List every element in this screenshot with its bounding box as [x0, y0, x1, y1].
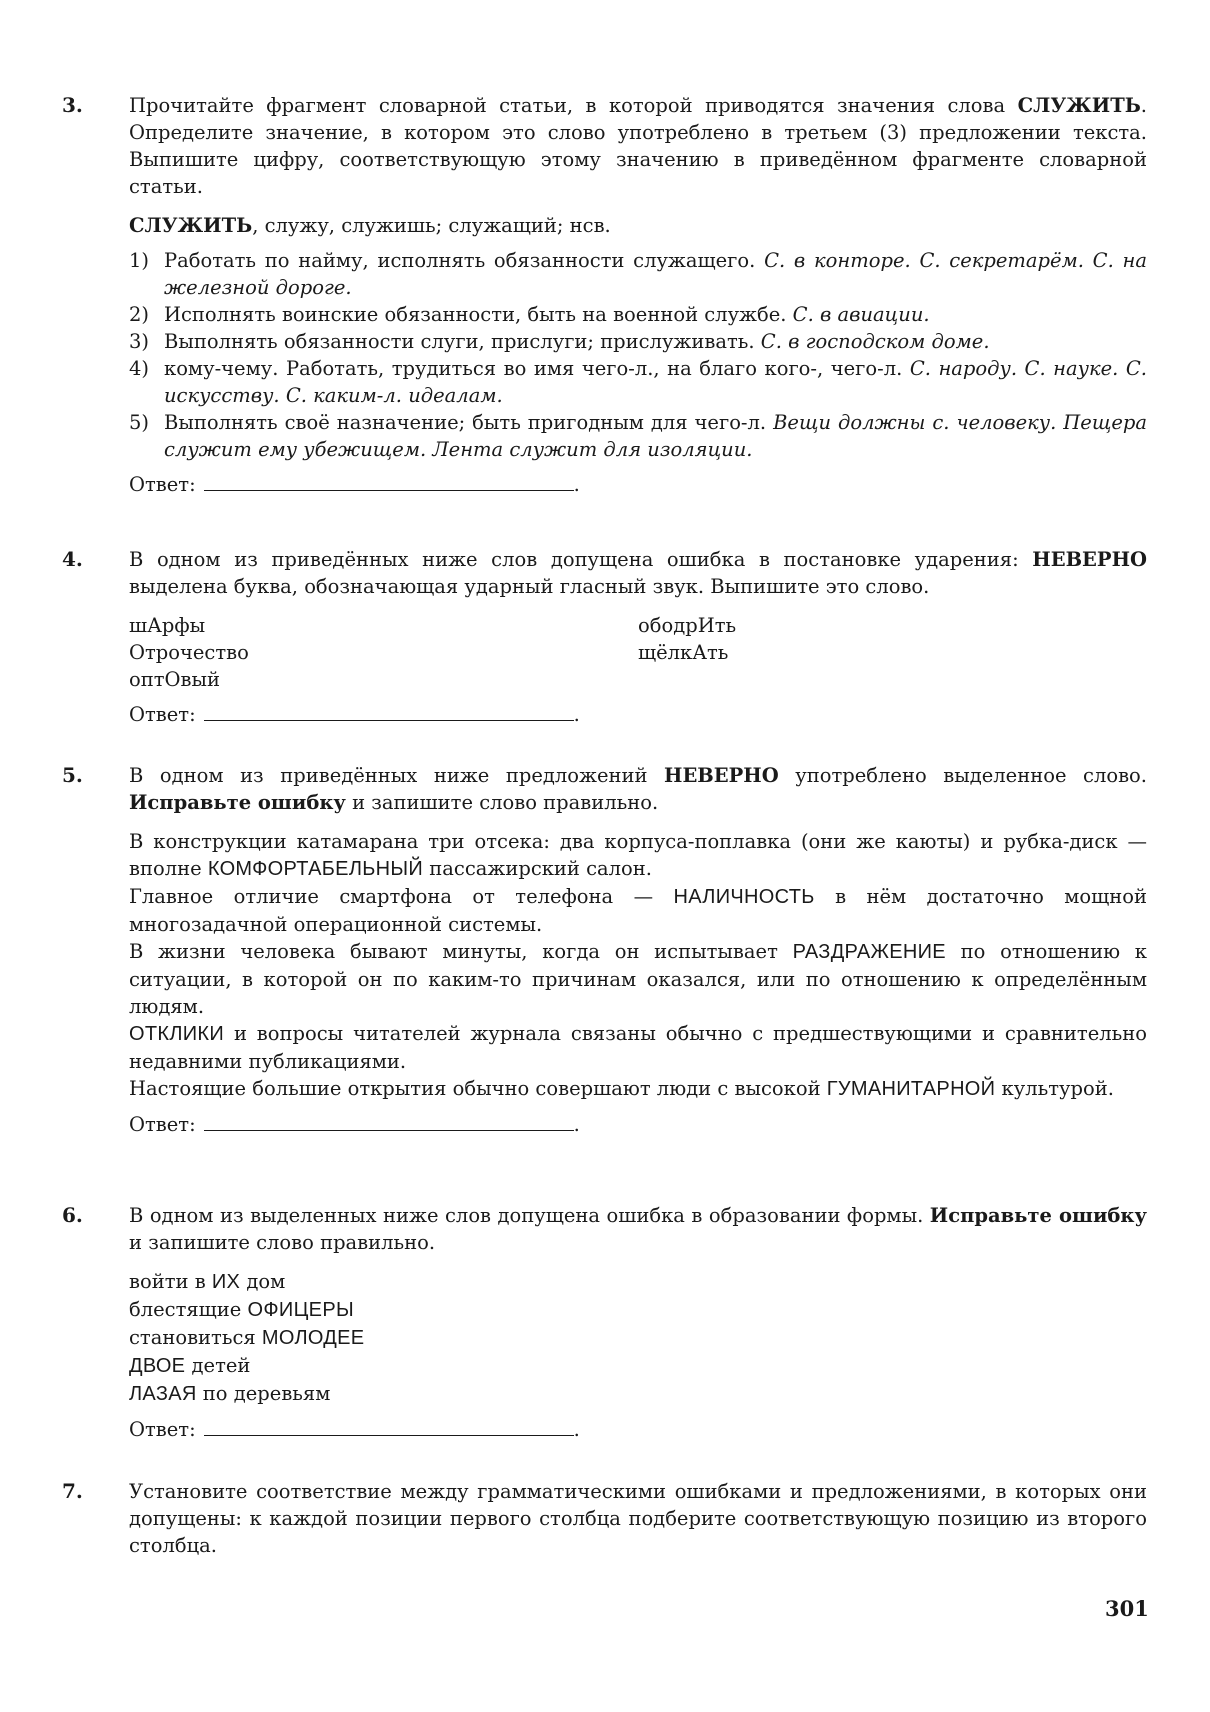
- answer-field[interactable]: [204, 1112, 574, 1131]
- word-option: Отрочество: [129, 641, 249, 664]
- answer-row: Ответ: .: [129, 1418, 580, 1441]
- definition-list: [129, 247, 1147, 463]
- definition-item: 3) Выполнять обязанности слуги, прислуги; прислуживать. С. в господском доме.: [129, 330, 990, 353]
- definition-item: 1) Работать по найму, исполнять обязанности служащего. С. в конторе. С. секретарём. С. на железной дороге.: [129, 249, 1147, 299]
- phrase-item: блестящие ОФИЦЕРЫ: [129, 1298, 354, 1321]
- word-option: щёлкАть: [638, 641, 729, 664]
- answer-field[interactable]: [204, 702, 574, 721]
- task-instruction: Прочитайте фрагмент словарной статьи, в которой приводятся значения слова СЛУЖИТЬ. Определите значение, в котором это слово употреблено в третьем (3) предложении текста. Выпишите цифру, соответствующую этому значению в приведённом фрагменте словарной статьи.: [129, 94, 1147, 198]
- task-body: [129, 546, 1147, 728]
- word-option: ободрИть: [638, 614, 737, 637]
- task-instruction: В одном из приведённых ниже предложений НЕВЕРНО употреблено выделенное слово. Исправьте ошибку и запишите слово правильно.: [129, 764, 1147, 814]
- answer-row: Ответ: .: [129, 703, 580, 726]
- task-number: 6.: [62, 1203, 83, 1227]
- word-option: шАрфы: [129, 614, 206, 637]
- phrase-item: становиться МОЛОДЕЕ: [129, 1326, 365, 1349]
- answer-field[interactable]: [204, 1417, 574, 1436]
- page-number: 301: [1105, 1596, 1149, 1621]
- task-number: 4.: [62, 547, 83, 571]
- answer-field[interactable]: [204, 472, 574, 491]
- sentence-list: [129, 828, 1147, 1103]
- word-column: [638, 612, 1147, 693]
- task-body: [129, 1202, 1147, 1443]
- answer-row: Ответ: .: [129, 1113, 580, 1136]
- sentence: Настоящие большие открытия обычно совершают люди с высокой ГУМАНИТАРНОЙ культурой.: [129, 1077, 1114, 1100]
- sentence: ОТКЛИКИ и вопросы читателей журнала связаны обычно с предшествующими и сравнительно недавними публикациями.: [129, 1022, 1147, 1073]
- sentence: В жизни человека бывают минуты, когда он испытывает РАЗДРАЖЕНИЕ по отношению к ситуации, в которой он по каким-то причинам оказался, или по отношению к определённым людям.: [129, 940, 1147, 1018]
- phrase-item: войти в ИХ дом: [129, 1270, 286, 1293]
- task-number: 7.: [62, 1479, 83, 1503]
- definition-item: 5) Выполнять своё назначение; быть пригодным для чего-л. Вещи должны с. человеку. Пещера служит ему убежищем. Лента служит для изоляции.: [129, 411, 1147, 461]
- task-number: 3.: [62, 93, 83, 117]
- task-instruction: В одном из выделенных ниже слов допущена ошибка в образовании формы. Исправьте ошибку и запишите слово правильно.: [129, 1204, 1147, 1254]
- definition-item: 2) Исполнять воинские обязанности, быть на военной службе. С. в авиации.: [129, 303, 930, 326]
- sentence: В конструкции катамарана три отсека: два корпуса-поплавка (они же каюты) и рубка-диск — вполне КОМФОРТАБЕЛЬНЫЙ пассажирский салон.: [129, 830, 1147, 880]
- task-number: 5.: [62, 763, 83, 787]
- dictionary-entry-head: СЛУЖИТЬ, служу, служишь; служащий; нсв.: [129, 214, 611, 237]
- definition-item: 4) кому-чему. Работать, трудиться во имя чего-л., на благо кого-, чего-л. С. народу. С. науке. С. искусству. С. каким-л. идеалам.: [129, 357, 1147, 407]
- task-body: [129, 762, 1147, 1138]
- sentence: Главное отличие смартфона от телефона — НАЛИЧНОСТЬ в нём достаточно мощной многозадачной операционной системы.: [129, 885, 1147, 936]
- word-option: оптОвый: [129, 668, 221, 691]
- phrase-item: ДВОЕ детей: [129, 1354, 251, 1377]
- answer-row: Ответ: .: [129, 473, 580, 496]
- phrase-item: ЛАЗАЯ по деревьям: [129, 1382, 331, 1405]
- task-instruction: В одном из приведённых ниже слов допущена ошибка в постановке ударения: НЕВЕРНО выделена буква, обозначающая ударный гласный звук. Выпишите это слово.: [129, 548, 1147, 598]
- word-column: [129, 612, 638, 693]
- phrase-list: [129, 1268, 1147, 1408]
- task-body: [129, 1478, 1147, 1559]
- word-options: [129, 612, 1147, 693]
- task-instruction: Установите соответствие между грамматическими ошибками и предложениями, в которых они допущены: к каждой позиции первого столбца подберите соответствующую позицию из второго столбца.: [129, 1480, 1147, 1557]
- task-body: [129, 92, 1147, 498]
